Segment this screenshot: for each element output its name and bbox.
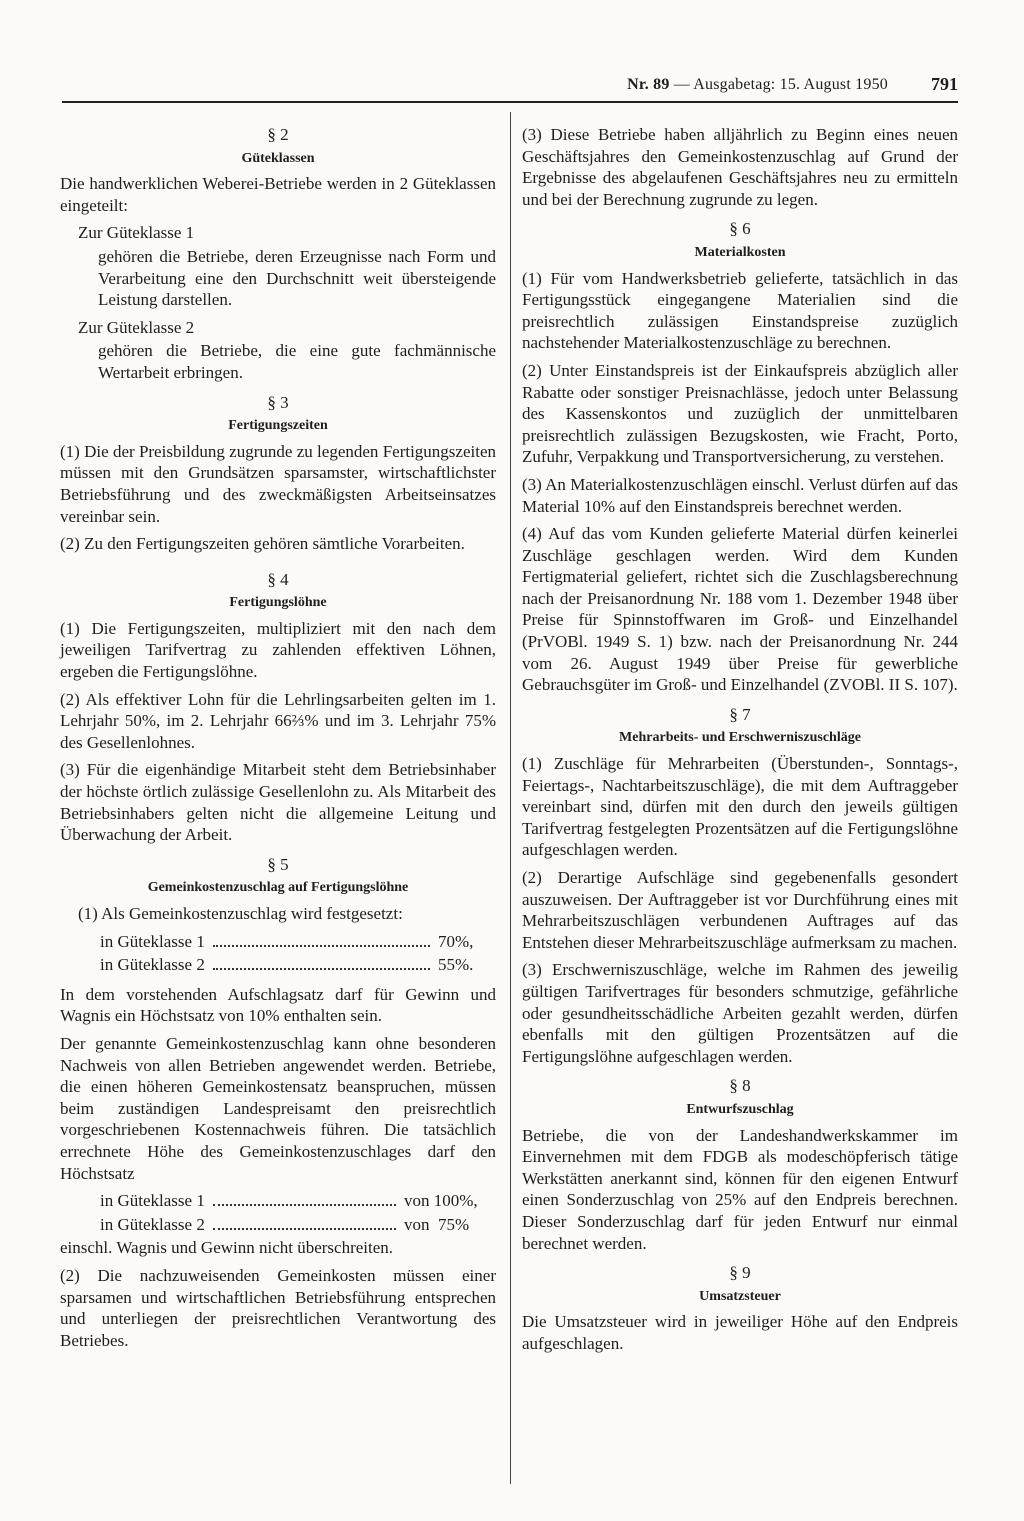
issue-number: Nr. 89 [627,76,670,93]
rate-2-value: 55%. [438,955,474,975]
max-2-value: von 75% [404,1214,470,1234]
section-3-sign: § 3 [267,392,289,412]
max-1-label: in Güteklasse 1 [100,1191,205,1211]
dot-leader [213,1204,396,1206]
section-5-sign: § 5 [267,854,289,874]
class-2-text: gehören die Betriebe, die eine gute fachmännische Wertarbeit erbringen. [98,341,496,382]
section-5-title: Gemeinkostenzuschlag auf Fertigungslöhne [147,880,409,896]
header-rule [62,101,958,103]
right-column [522,124,958,1360]
section-7-p2: (2) Derartige Aufschläge sind gegebenenfalls gesondert auszuweisen. Der Auftraggeber ist vor Durchführung eines mit Mehrarbeitszuschlägen verbundenen Auftrages auf das Entstehen dieser Mehrarbeitszuschläge aufmerksam zu machen. [522,868,958,952]
max-2-label: in Güteklasse 2 [100,1214,205,1234]
left-column [60,124,496,1357]
section-2-intro: Die handwerklichen Weberei-Betriebe werden in 2 Güteklassen eingeteilt: [60,174,496,215]
section-5-p4: einschl. Wagnis und Gewinn nicht überschreiten. [60,1238,394,1258]
section-6-p1: (1) Für vom Handwerksbetrieb gelieferte, tatsächlich in das Fertigungsstück eingegangene Materialien sind die preisrechtlich zulässigen Einstandspreise zuzüglich nachstehender Materialkostenzuschläge zu berechnen. [522,268,958,353]
section-3-p2: (2) Zu den Fertigungszeiten gehören sämtliche Vorarbeiten. [60,534,465,554]
class-2-label: Zur Güteklasse 2 [78,317,195,337]
section-9-title: Umsatzsteuer [699,1288,781,1304]
section-9-p1: Die Umsatzsteuer wird in jeweiliger Höhe auf den Endpreis aufgeschlagen. [522,1312,958,1353]
class-1-text: gehören die Betriebe, deren Erzeugnisse nach Form und Verarbeitung eine den Durchschnitt weit übersteigende Leistung darstellen. [98,246,496,310]
section-7-title: Mehrarbeits- und Erschwerniszuschläge [619,730,861,746]
section-6-sign: § 6 [729,219,751,239]
section-4-sign: § 4 [267,569,289,589]
max-row-class-1 [60,1190,496,1212]
section-5-p5: (2) Die nachzuweisenden Gemeinkosten müssen einer sparsamen und wirtschaftlichen Betriebsführung entsprechen und unterliegen der preisrechtlichen Verantwortung des Betriebes. [60,1265,496,1350]
section-8-title: Entwurfszuschlag [686,1101,794,1117]
section-2-title: Güteklassen [241,150,315,166]
section-4-title: Fertigungslöhne [229,595,327,611]
rate-row-class-2 [60,954,496,976]
section-7-p3: (3) Erschwerniszuschläge, welche im Rahmen des jeweilig gültigen Tarifvertrages für besonders schmutzige, gefährliche oder gesundheitsschädliche Arbeiten gezahlt werden, dürfen ebenfalls mit den gültigen Prozentsätzen auf die Fertigungslöhne aufgeschlagen werden. [522,960,958,1066]
class-1-label: Zur Güteklasse 1 [78,223,195,243]
section-5-p2: In dem vorstehenden Aufschlagsatz darf für Gewinn und Wagnis ein Höchstsatz von 10% enthalten sein. [60,984,496,1026]
dot-leader [213,1228,396,1230]
section-4-p2: (2) Als effektiver Lohn für die Lehrlingsarbeiten gelten im 1. Lehrjahr 50%, im 2. Lehrjahr 66⅔% und im 3. Lehrjahr 75% des Gesellenlohnes. [60,689,496,752]
section-7-sign: § 7 [729,704,751,724]
rate-1-label: in Güteklasse 1 [100,931,205,951]
max-1-value: von 100%, [404,1191,478,1211]
section-6-title: Materialkosten [694,244,786,260]
column-divider [510,112,511,1484]
section-4-p3: (3) Für die eigenhändige Mitarbeit steht dem Betriebsinhaber der höchste örtlich zulässige Gesellenlohn zu. Als Mitarbeit des Betriebsinhabers gelten nicht die allgemeine Leitung und Überwachung der Arbeit. [60,760,496,845]
section-3-title: Fertigungszeiten [228,418,328,434]
rate-2-label: in Güteklasse 2 [100,955,205,975]
section-9-sign: § 9 [729,1263,751,1283]
issue-date: Ausgabetag: 15. August 1950 [693,76,888,93]
section-7-p1: (1) Zuschläge für Mehrarbeiten (Überstunden-, Sonntags-, Feiertags-, Nachtarbeitszuschläge), die mit dem Auftraggeber vereinbart sind, dürfen mit den durch den jeweils gültigen Tarifvertrag festgelegten Prozentsätzen auf die Fertigungslöhne aufgeschlagen werden. [522,754,958,860]
page-header [62,74,958,100]
issue-dash: — [673,76,690,93]
page-number: 791 [931,74,958,94]
issue-line [627,76,888,94]
dot-leader [213,945,430,947]
rate-row-class-1 [60,931,496,953]
max-row-class-2 [60,1214,496,1236]
section-8-sign: § 8 [729,1076,751,1096]
section-6-p2: (2) Unter Einstandspreis ist der Einkaufspreis abzüglich aller Rabatte oder sonstiger Preisnachlässe, jedoch unter Belassung des Kassenskontos und zuzüglich der unmittelbaren preisrechtlich zulässigen Bezugskosten, wie Fracht, Porto, Zufuhr, Verpakkung und Transportversicherung, zu verstehen. [522,360,958,467]
section-6-p3: (3) An Materialkostenzuschlägen einschl. Verlust dürfen auf das Material 10% auf den Einstandspreis berechnet werden. [522,474,958,516]
section-5-p1: (1) Als Gemeinkostenzuschlag wird festgesetzt: [78,904,403,923]
rate-1-value: 70%, [438,931,474,951]
dot-leader [213,968,430,970]
section-2-sign: § 2 [267,125,289,144]
section-6-p4: (4) Auf das vom Kunden gelieferte Material dürfen keinerlei Zuschläge geschlagen werden. Wird dem Kunden Fertigmaterial geliefert, richtet sich die Zuschlagsberechnung nach der Preisanordnung Nr. 188 vom 1. Dezember 1948 über Preise für Spinnstoffwaren im Groß- und Einzelhandel (PrVOBl. 1949 S. 1) bzw. nach der Preisanordnung Nr. 244 vom 26. August 1949 über Preise für gewerbliche Gebrauchsgüter im Groß- und Einzelhandel (ZVOBl. II S. 107). [522,524,958,695]
section-5-p6: (3) Diese Betriebe haben alljährlich zu Beginn eines neuen Geschäftsjahres den Gemeinkostenzuschlag auf Grund der Ergebnisse des abgelaufenen Geschäftsjahres neu zu ermitteln und bei der Berechnung zugrunde zu legen. [522,125,958,209]
section-8-p1: Betriebe, die von der Landeshandwerkskammer im Einvernehmen mit dem FDGB als modeschöpferisch tätige Werkstätten anerkannt sind, können für den eigenen Entwurf einen Sonderzuschlag von 25% auf den Endpreis berechnen. Dieser Sonderzuschlag darf für jeden Entwurf nur einmal berechnet werden. [522,1125,958,1253]
section-3-p1: (1) Die der Preisbildung zugrunde zu legenden Fertigungszeiten müssen mit den Grundsätzen sparsamster, wirtschaftlichster Betriebsführung und des zweckmäßigsten Arbeitseinsatzes vereinbar sein. [60,441,496,526]
section-5-p3: Der genannte Gemeinkostenzuschlag kann ohne besonderen Nachweis von allen Betrieben angewendet werden. Betriebe, die einen höheren Gemeinkostensatz beanspruchen, müssen beim zuständigen Landespreisamt den preisrechtlich vorgeschriebenen Kostennachweis führen. Die tatsächlich errechnete Höhe des Gemeinkostenzuschlages darf den Höchstsatz [60,1033,496,1183]
section-4-p1: (1) Die Fertigungszeiten, multipliziert mit den nach dem jeweiligen Tarifvertrag zu zahlenden effektiven Löhnen, ergeben die Fertigungslöhne. [60,618,496,682]
